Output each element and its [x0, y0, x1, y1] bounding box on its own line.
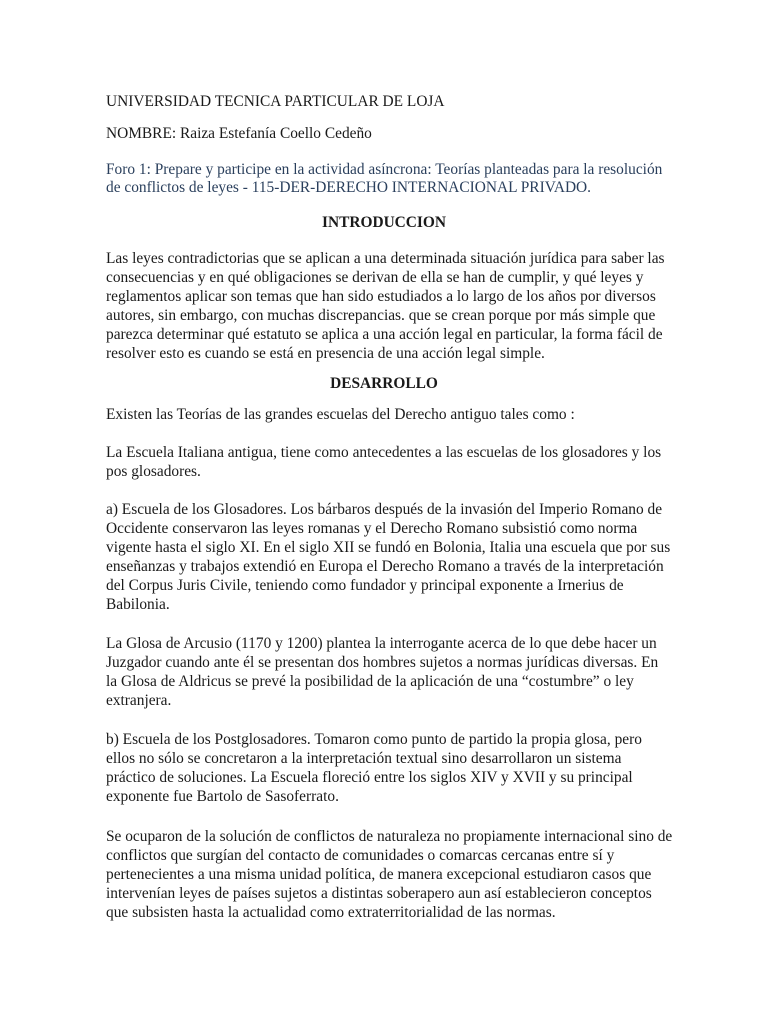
- desarrollo-p6-line: conflictos que surgían del contacto de comunidades o comarcas cercanas entre sí y: [106, 847, 615, 864]
- desarrollo-p5-line: práctico de soluciones. La Escuela floreció entre los siglos XIV y XVII y su principal: [106, 769, 633, 786]
- desarrollo-p6-line: intervenían leyes de países sujetos a distintas soberapero aun así establecieron conceptos: [106, 885, 652, 902]
- intro-line: autores, sin embargo, con muchas discrepancias. que se crean porque por más simple que: [106, 307, 656, 324]
- desarrollo-p6-line: que subsisten hasta la actualidad como extraterritorialidad de las normas.: [106, 904, 556, 921]
- desarrollo-p5-line: b) Escuela de los Postglosadores. Tomaron como punto de partido la propia glosa, pero: [106, 731, 642, 748]
- desarrollo-p2-line: pos glosadores.: [106, 463, 201, 480]
- desarrollo-p5-line: exponente fue Bartolo de Sasoferrato.: [106, 788, 339, 805]
- intro-line: parezca determinar qué estatuto se aplica a una acción legal en particular, la forma fácil de: [106, 326, 663, 343]
- desarrollo-p6-line: Se ocuparon de la solución de conflictos de naturaleza no propiamente internacional sino de: [106, 828, 673, 845]
- desarrollo-p3-line: vigente hasta el siglo XI. En el siglo XII se fundó en Bolonia, Italia una escuela que por sus: [106, 539, 671, 556]
- desarrollo-p3-line: enseñanzas y trabajos extendió en Europa el Derecho Romano a través de la interpretación: [106, 558, 664, 575]
- intro-line: consecuencias y en qué obligaciones se derivan de ella se han de cumplir, y qué leyes y: [106, 269, 644, 286]
- desarrollo-p6-line: pertenecientes a una misma unidad política, de manera excepcional estudiaron casos que: [106, 866, 652, 883]
- intro-line: resolver esto es cuando se está en presencia de una acción legal simple.: [106, 345, 545, 362]
- desarrollo-p3-line: Babilonia.: [106, 596, 170, 613]
- foro-line-1: Foro 1: Prepare y participe en la actividad asíncrona: Teorías planteadas para la resolución: [106, 161, 663, 178]
- desarrollo-p3-line: Occidente conservaron las leyes romanas y el Derecho Romano subsistió como norma: [106, 520, 638, 537]
- desarrollo-p2-line: La Escuela Italiana antigua, tiene como antecedentes a las escuelas de los glosadores y los: [106, 444, 662, 461]
- desarrollo-p4-line: la Glosa de Aldricus se prevé la posibilidad de la aplicación de una “costumbre” o ley: [106, 673, 634, 690]
- heading-desarrollo: DESARROLLO: [330, 375, 438, 392]
- foro-line-2: de conflictos de leyes - 115-DER-DERECHO INTERNACIONAL PRIVADO.: [106, 179, 592, 196]
- student-name: NOMBRE: Raiza Estefanía Coello Cedeño: [106, 125, 372, 142]
- desarrollo-p4-line: Juzgador cuando ante él se presentan dos hombres sujetos a normas jurídicas diversas. En: [106, 654, 659, 671]
- desarrollo-p4-line: La Glosa de Arcusio (1170 y 1200) plantea la interrogante acerca de lo que debe hacer un: [106, 635, 657, 652]
- intro-line: reglamentos aplicar son temas que han sido estudiados a lo largo de los años por diversos: [106, 288, 656, 305]
- desarrollo-p3-line: del Corpus Juris Civile, teniendo como fundador y principal exponente a Irnerius de: [106, 577, 624, 594]
- desarrollo-p4-line: extranjera.: [106, 692, 172, 709]
- university-title: UNIVERSIDAD TECNICA PARTICULAR DE LOJA: [106, 93, 445, 110]
- desarrollo-p3-line: a) Escuela de los Glosadores. Los bárbaros después de la invasión del Imperio Romano de: [106, 501, 663, 518]
- desarrollo-p1-line: Existen las Teorías de las grandes escuelas del Derecho antiguo tales como :: [106, 406, 575, 423]
- desarrollo-p5-line: ellos no sólo se concretaron a la interpretación textual sino desarrollaron un sistema: [106, 750, 622, 767]
- heading-introduccion: INTRODUCCION: [322, 214, 446, 231]
- intro-line: Las leyes contradictorias que se aplican a una determinada situación jurídica para saber las: [106, 250, 665, 267]
